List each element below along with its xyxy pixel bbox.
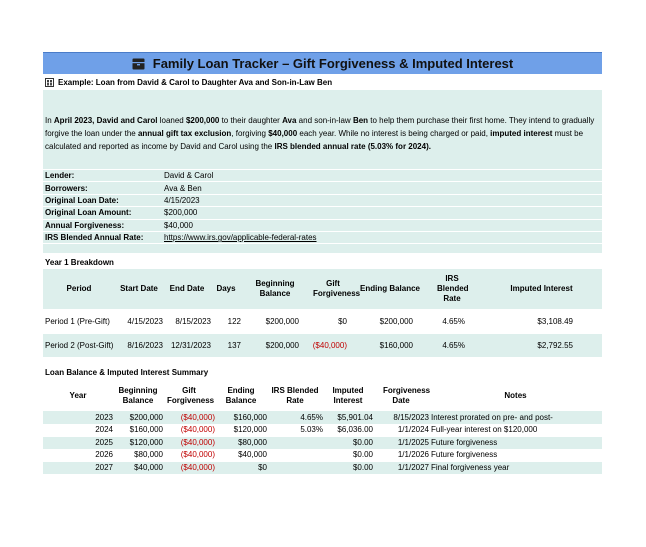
info-row-irs-rate (43, 231, 602, 243)
cell: 1/1/2024 (397, 425, 429, 435)
col-header: End Date (169, 284, 205, 294)
cell: $160,000 (129, 425, 163, 435)
table-row (43, 424, 602, 437)
info-value: Ava & Ben (164, 183, 202, 193)
notes-cell: Future forgiveness (431, 437, 498, 447)
col-header: Period (66, 284, 92, 294)
cell: ($40,000) (180, 450, 215, 460)
cell: $80,000 (134, 450, 163, 460)
cell: 4.65% (442, 340, 465, 350)
irs-rate-link[interactable]: https://www.irs.gov/applicable-federal-rates (164, 233, 317, 243)
cell: 2024 (95, 425, 113, 435)
info-label: Lender: (45, 171, 75, 181)
page-title: Family Loan Tracker – Gift Forgiveness & Imputed Interest (152, 56, 514, 71)
info-row-loan-date (43, 194, 602, 206)
cell: ($40,000) (180, 437, 215, 447)
cell: $40,000 (134, 463, 163, 473)
cell: 2027 (95, 463, 113, 473)
cell: $120,000 (233, 425, 267, 435)
info-value: David & Carol (164, 171, 214, 181)
notes-cell: Final forgiveness year (431, 463, 510, 473)
cell: 4/15/2023 (127, 316, 163, 326)
cell: 2026 (95, 450, 113, 460)
cell: 1/1/2027 (397, 463, 429, 473)
info-label: Annual Forgiveness: (45, 220, 125, 230)
cell: ($40,000) (180, 425, 215, 435)
cell: $120,000 (129, 437, 163, 447)
col-header: Ending Balance (359, 284, 420, 294)
cell: 4.65% (442, 316, 465, 326)
breakdown-title: Year 1 Breakdown (45, 257, 114, 267)
cell: 2025 (95, 437, 113, 447)
cell: 122 (227, 316, 241, 326)
col-header: Beginning Balance (255, 279, 295, 299)
cell: $0 (338, 316, 347, 326)
info-row-borrowers (43, 181, 602, 193)
cell: ($40,000) (180, 463, 215, 473)
cell: $200,000 (265, 340, 299, 350)
period-cell: Period 1 (Pre-Gift) (45, 316, 110, 326)
spreadsheet (43, 52, 602, 474)
info-value: $200,000 (164, 208, 198, 218)
notes-cell: Full-year interest on $120,000 (431, 425, 538, 435)
info-value: $40,000 (164, 220, 193, 230)
summary-title: Loan Balance & Imputed Interest Summary (45, 367, 209, 377)
family-icon (45, 78, 54, 87)
table-row (43, 462, 602, 475)
example-line (43, 74, 602, 90)
cell: $0.00 (352, 450, 373, 460)
cell: 4.65% (300, 412, 323, 422)
table-row (43, 309, 602, 333)
cell: $80,000 (238, 437, 267, 447)
info-value: 4/15/2023 (164, 195, 200, 205)
cell: $0 (258, 463, 267, 473)
cell: $3,108.49 (537, 316, 573, 326)
info-label: Borrowers: (45, 183, 88, 193)
cell: 137 (227, 340, 241, 350)
cell: $160,000 (379, 340, 413, 350)
col-header: Forgiveness Date (383, 386, 431, 406)
cell: $5,901.04 (337, 412, 373, 422)
cell: 8/15/2023 (393, 412, 429, 422)
col-header: Gift Forgiveness (313, 279, 361, 299)
period-cell: Period 2 (Post-Gift) (45, 340, 114, 350)
cell: $6,036.00 (337, 425, 373, 435)
cell: 12/31/2023 (170, 340, 211, 350)
notes-cell: Future forgiveness (431, 450, 498, 460)
cell: $160,000 (233, 412, 267, 422)
table-row (43, 449, 602, 462)
intro-paragraph: In April 2023, David and Carol loaned $200,000 to their daughter Ava and son-in-law Ben to help them purchase their first home. They intend to gradually forgive the loan under the annual gift tax exclusion, forgiving $40,000 each year. While no interest is being charged or paid, imputed interest must be calculated and reported as income by David and Carol using the IRS blended annual rate (5.03% for 2024). (43, 90, 602, 163)
col-header: IRS Blended Rate (271, 386, 319, 406)
cell: $0.00 (352, 437, 373, 447)
info-row-lender (43, 169, 602, 181)
example-text: Example: Loan from David & Carol to Daughter Ava and Son-in-Law Ben (58, 77, 333, 87)
summary-header (43, 381, 602, 411)
info-label: Original Loan Amount: (45, 208, 132, 218)
col-header: IRS Blended Rate (437, 274, 469, 304)
cell: ($40,000) (312, 340, 347, 350)
col-header: Notes (504, 391, 527, 401)
cell: $200,000 (129, 412, 163, 422)
cell: ($40,000) (180, 412, 215, 422)
title-bar (43, 52, 602, 74)
col-header: Days (216, 284, 236, 294)
cell: $2,792.55 (537, 340, 573, 350)
info-label: IRS Blended Annual Rate: (45, 233, 144, 243)
table-row (43, 333, 602, 357)
col-header: Imputed Interest (510, 284, 573, 294)
cell: 1/1/2026 (397, 450, 429, 460)
notes-cell: Interest prorated on pre- and post- (431, 412, 553, 422)
cell: $200,000 (379, 316, 413, 326)
cell: $200,000 (265, 316, 299, 326)
cell: 1/1/2025 (397, 437, 429, 447)
cell: $0.00 (352, 463, 373, 473)
cell: 2023 (95, 412, 113, 422)
col-header: Ending Balance (225, 386, 257, 406)
cell: 8/16/2023 (127, 340, 163, 350)
col-header: Year (69, 391, 87, 401)
cell: 8/15/2023 (175, 316, 211, 326)
col-header: Beginning Balance (118, 386, 158, 406)
cell: 5.03% (300, 425, 323, 435)
col-header: Imputed Interest (332, 386, 364, 406)
info-label: Original Loan Date: (45, 195, 119, 205)
cell: $40,000 (238, 450, 267, 460)
loan-info (43, 169, 602, 243)
info-row-forgiveness (43, 219, 602, 231)
table-row (43, 411, 602, 424)
archive-box-icon (132, 58, 145, 70)
col-header: Gift Forgiveness (167, 386, 215, 406)
spacer (43, 243, 602, 253)
col-header: Start Date (120, 284, 158, 294)
breakdown-header (43, 269, 602, 309)
info-row-loan-amount (43, 206, 602, 218)
table-row (43, 437, 602, 450)
